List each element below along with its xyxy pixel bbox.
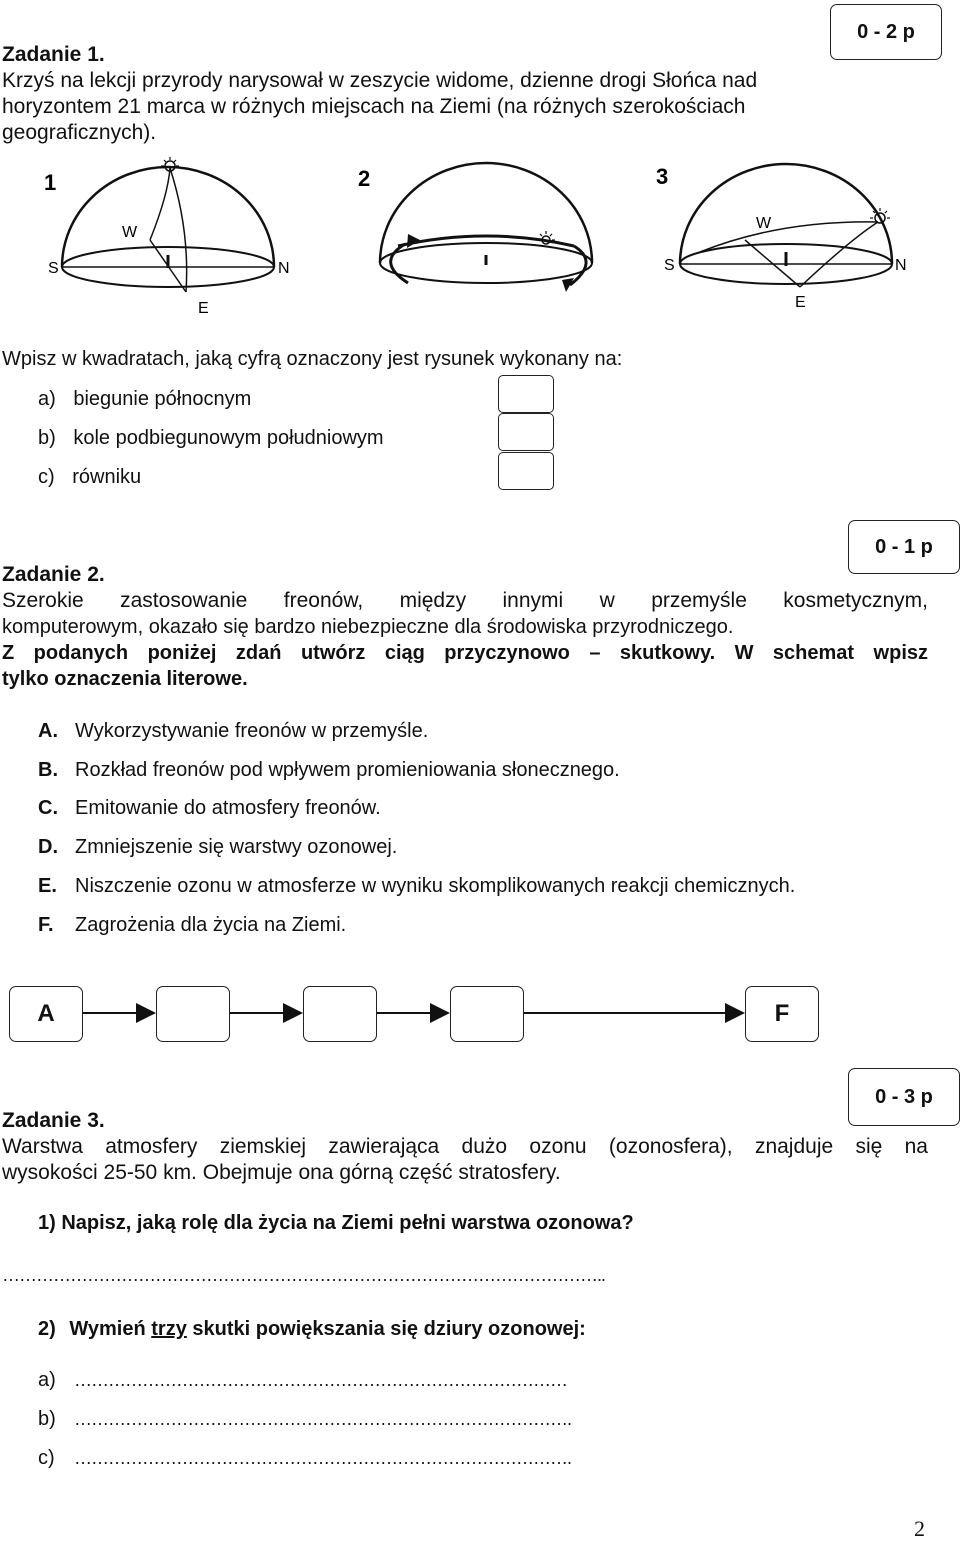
task1-text-line1: Krzyś na lekcji przyrody narysował w zeszycie widome, dzienne drogi Słońca nad: [2, 69, 758, 92]
task1-text-line2: horyzontem 21 marca w różnych miejscach na Ziemi (na różnych szerokościach: [2, 95, 746, 118]
points-badge-task1: 0 - 2 p: [830, 4, 942, 60]
figure-3: [656, 164, 907, 311]
task1-option-c: [38, 466, 141, 489]
answer-letter: b): [38, 1408, 56, 1430]
figure-3-label-w: W: [756, 215, 772, 232]
task2-title: Zadanie 2.: [2, 563, 105, 586]
chain-box-1: A: [9, 986, 83, 1042]
chain-box-3[interactable]: [303, 986, 377, 1042]
task3-answer-a: [38, 1369, 567, 1392]
figure-3-label-s: S: [664, 257, 675, 274]
figure-2: [358, 163, 592, 292]
option-letter: a): [38, 388, 56, 410]
item-text: Wykorzystywanie freonów w przemyśle.: [75, 720, 429, 742]
question-text-pre: Wymień: [69, 1318, 146, 1340]
task2-item-c: [38, 797, 381, 820]
task2-item-b: [38, 759, 620, 782]
task3-answer-c: [38, 1447, 571, 1470]
task3-question-1: 1) Napisz, jaką rolę dla życia na Ziemi pełni warstwa ozonowa?: [38, 1212, 634, 1234]
points-badge-task2: 0 - 1 p: [848, 520, 960, 574]
task3-text-line1: Warstwa atmosfery ziemskiej zawierająca dużo ozonu (ozonosfera), znajduje się na: [2, 1135, 928, 1158]
task1-instruction: Wpisz w kwadratach, jaką cyfrą oznaczony jest rysunek wykonany na:: [2, 348, 623, 370]
task3-answer-b: [38, 1408, 571, 1431]
chain-box-4[interactable]: [450, 986, 524, 1042]
answer-letter: c): [38, 1447, 55, 1469]
task2-text-line2: komputerowym, okazało się bardzo niebezpieczne dla środowiska przyrodniczego.: [2, 616, 734, 638]
task2-item-d: [38, 836, 397, 859]
option-letter: c): [38, 466, 55, 488]
figure-1-label-n: N: [278, 260, 290, 277]
answer-line[interactable]: …………………………………………………………………………….: [74, 1409, 572, 1429]
option-text: równiku: [72, 466, 142, 488]
item-text: Zagrożenia dla życia na Ziemi.: [75, 914, 347, 936]
figure-1-label-w: W: [122, 224, 138, 241]
figure-1-label-s: S: [48, 260, 59, 277]
item-letter: D.: [38, 836, 58, 858]
task1-option-b: [38, 427, 384, 450]
question-text-post: skutki powiększania się dziury ozonowej:: [192, 1318, 586, 1340]
item-letter: E.: [38, 875, 57, 897]
figure-2-number: 2: [358, 166, 371, 191]
answer-line[interactable]: …………………………………………………………………………….: [74, 1448, 572, 1468]
item-text: Zmniejszenie się warstwy ozonowej.: [75, 836, 398, 858]
answer-line[interactable]: ……………………………………………………………………………: [74, 1370, 567, 1390]
chain-box-5: F: [745, 986, 819, 1042]
figure-3-label-n: N: [895, 257, 907, 274]
figure-1: [44, 157, 290, 317]
item-letter: A.: [38, 720, 58, 742]
item-letter: B.: [38, 759, 58, 781]
item-text: Niszczenie ozonu w atmosferze w wyniku skomplikowanych reakcji chemicznych.: [75, 875, 796, 897]
answer-box-b[interactable]: [498, 413, 554, 451]
task2-item-e: [38, 875, 795, 898]
item-text: Rozkład freonów pod wpływem promieniowania słonecznego.: [75, 759, 620, 781]
task1-text-line3: geograficznych).: [2, 121, 157, 144]
task1-option-a: [38, 388, 251, 411]
answer-box-c[interactable]: [498, 452, 554, 490]
item-letter: F.: [38, 914, 54, 936]
task2-item-f: [38, 914, 346, 937]
sun-path-figures: [0, 155, 960, 335]
task2-instruction-line2: tylko oznaczenia literowe.: [2, 668, 248, 690]
figure-1-number: 1: [44, 170, 57, 195]
item-letter: C.: [38, 797, 58, 819]
figure-3-number: 3: [656, 164, 669, 189]
question-number: 2): [38, 1318, 56, 1340]
task1-title: Zadanie 1.: [2, 43, 105, 66]
option-text: kole podbiegunowym południowym: [73, 427, 384, 449]
page-number: 2: [914, 1516, 925, 1541]
answer-box-a[interactable]: [498, 375, 554, 413]
task2-instruction-line1: Z podanych poniżej zdań utwórz ciąg przyczynowo – skutkowy. W schemat wpisz: [2, 642, 928, 664]
figure-1-label-e: E: [198, 300, 209, 317]
chain-box-2[interactable]: [156, 986, 230, 1042]
points-badge-task3: 0 - 3 p: [848, 1068, 960, 1126]
option-text: biegunie północnym: [73, 388, 252, 410]
task3-question-2: [38, 1318, 586, 1341]
item-text: Emitowanie do atmosfery freonów.: [75, 797, 381, 819]
task3-text-line2: wysokości 25-50 km. Obejmuje ona górną część stratosfery.: [2, 1161, 561, 1184]
task2-text-line1: Szerokie zastosowanie freonów, między innymi w przemyśle kosmetycznym,: [2, 589, 928, 612]
task3-title: Zadanie 3.: [2, 1109, 105, 1132]
figure-3-label-e: E: [795, 294, 806, 311]
question-text-underlined: trzy: [151, 1318, 187, 1340]
option-letter: b): [38, 427, 56, 449]
answer-letter: a): [38, 1369, 56, 1391]
task3-answer-line-1[interactable]: ……………………………………………………………………………………………..: [2, 1265, 606, 1285]
task2-item-a: [38, 720, 428, 743]
